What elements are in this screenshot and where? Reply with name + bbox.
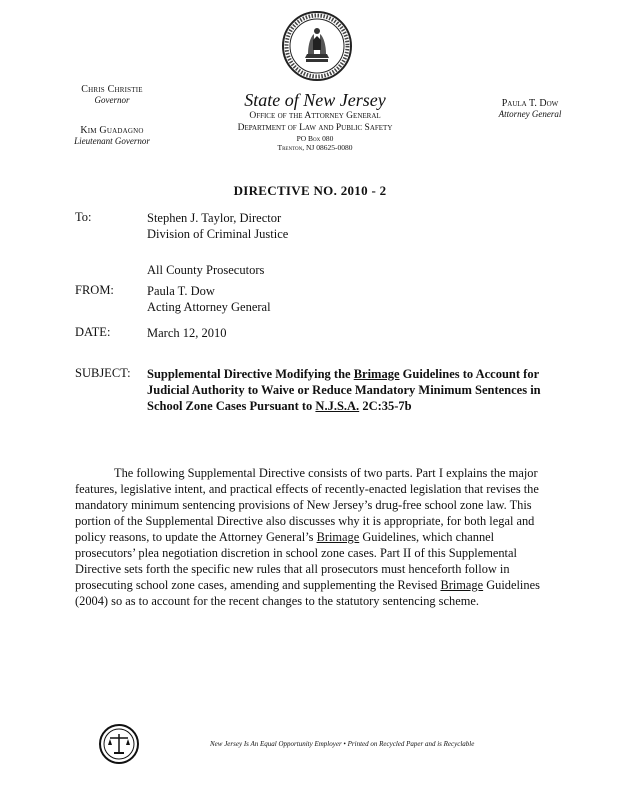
body-brimage-1: Brimage — [316, 530, 360, 544]
governor-title: Governor — [94, 95, 130, 105]
date-value: March 12, 2010 — [147, 326, 227, 340]
subject-text — [147, 366, 547, 414]
po-box: PO Box 080 — [296, 134, 334, 143]
subject-njsa: N.J.S.A. — [315, 399, 360, 413]
subject-part-1: Supplemental Directive Modifying the — [147, 367, 354, 381]
to-line-3: All County Prosecutors — [147, 263, 265, 277]
office-name: Office of the Attorney General — [249, 111, 381, 121]
body-text-1: The following Supplemental Directive consists of two parts. Part I explains the major features, legislative intent, and practical effects of recently-enacted legislation that revises the mandatory minimum sentencing provisions of New Jersey’s drug-free school zone law. This portion of the Supplemental Directive also discusses why it is appropriate, for both legal and policy reasons, to update the Attorney General’s — [75, 466, 539, 544]
from-line-2: Acting Attorney General — [147, 300, 271, 314]
body-paragraph — [75, 465, 553, 609]
to-line-2: Division of Criminal Justice — [147, 227, 289, 241]
governor-name: Chris Christie — [81, 84, 143, 95]
state-seal-icon — [281, 10, 353, 82]
body-text-2: Guidelines, which channel prosecutors’ plea negotiation discretion in school zone cases. Part II of this Supplemental Directive sets forth the specific new rules that all prosecutors must henceforth follow in prosecuting school zone cases, amending and supplementing the Revised — [75, 530, 517, 592]
attorney-general-name: Paula T. Dow — [501, 98, 559, 109]
state-name: State of New Jersey — [244, 90, 386, 110]
subject-part-3: 2C:35-7b — [359, 399, 412, 413]
footer-text: New Jersey Is An Equal Opportunity Employer • Printed on Recycled Paper and is Recyclable — [210, 740, 475, 748]
subject-brimage: Brimage — [353, 367, 400, 381]
from-line-1: Paula T. Dow — [147, 284, 215, 298]
body-brimage-2: Brimage — [440, 578, 484, 592]
city-address: Trenton, NJ 08625-0080 — [277, 143, 353, 152]
subject-label: SUBJECT: — [75, 366, 131, 380]
directive-title: DIRECTIVE NO. 2010 - 2 — [233, 183, 387, 198]
date-label: DATE: — [75, 325, 111, 339]
from-block — [147, 283, 567, 315]
lt-governor-name: Kim Guadagno — [80, 125, 144, 136]
to-label: To: — [75, 210, 92, 224]
letterhead-left — [52, 84, 172, 146]
to-line-1: Stephen J. Taylor, Director — [147, 211, 282, 225]
department-name: Department of Law and Public Safety — [237, 123, 393, 133]
letterhead-right — [480, 98, 580, 119]
attorney-general-title: Attorney General — [498, 109, 562, 119]
letterhead-center — [220, 90, 410, 152]
from-label: FROM: — [75, 283, 114, 297]
to-block — [147, 210, 567, 278]
subject-part-2: Guidelines to Account for Judicial Authority to Waive or Reduce Mandatory Minimum Sentences in School Zone Cases Pursuant to — [147, 367, 541, 413]
body-text-3: Guidelines (2004) so as to account for the recent changes to the statutory sentencing scheme. — [75, 578, 540, 608]
scales-of-justice-icon — [98, 723, 140, 765]
lt-governor-title: Lieutenant Governor — [74, 136, 150, 146]
